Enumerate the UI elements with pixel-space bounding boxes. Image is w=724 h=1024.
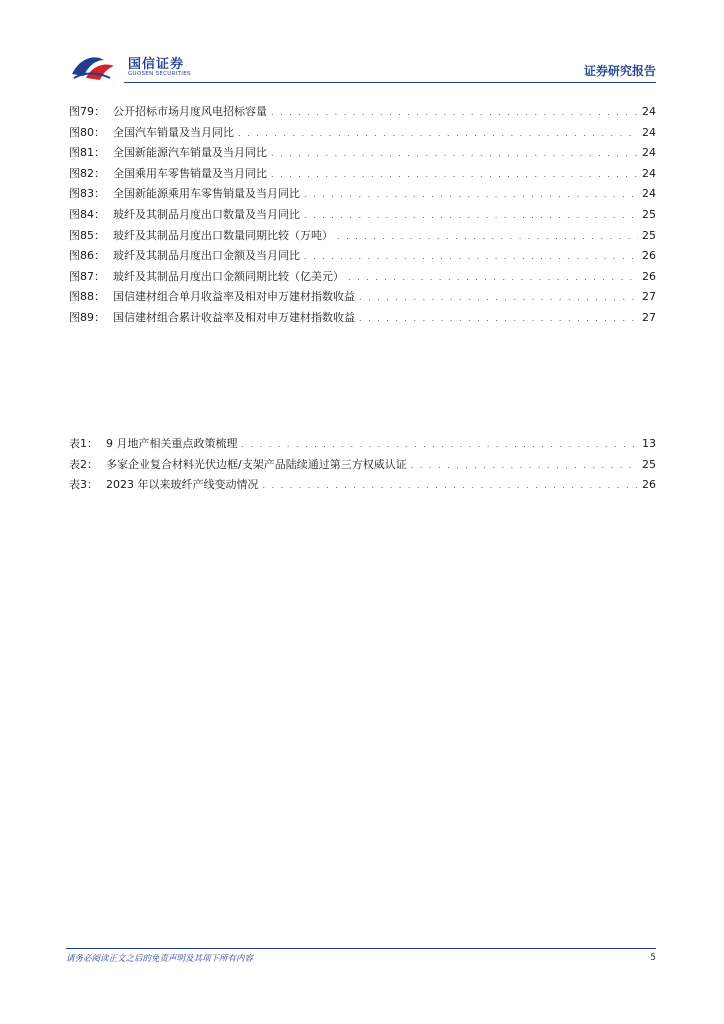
toc-entry-page: 25 <box>642 228 656 242</box>
toc-entry-page: 24 <box>642 125 656 139</box>
toc-entry-page: 24 <box>642 146 656 160</box>
toc-entry-title: 全国乘用车零售销量及当月同比 <box>113 166 267 180</box>
logo-chinese-text: 国信证券 <box>128 57 185 72</box>
toc-entry-title: 多家企业复合材料光伏边框/支架产品陆续通过第三方权威认证 <box>106 457 407 471</box>
footer-disclaimer: 请务必阅读正文之后的免责声明及其项下所有内容 <box>66 954 254 964</box>
toc-dot-leader <box>348 270 638 286</box>
toc-dot-leader <box>359 311 638 327</box>
toc-entry-number: 图83： <box>69 187 105 201</box>
toc-entry[interactable] <box>69 228 656 244</box>
toc-entry-page: 24 <box>642 166 656 180</box>
guosen-logo <box>70 50 230 86</box>
toc-entry[interactable] <box>69 310 656 326</box>
toc-entry-number: 表3： <box>69 478 98 492</box>
toc-dot-leader <box>263 478 639 494</box>
toc-entry-page: 13 <box>642 437 656 450</box>
page-number: 5 <box>650 953 656 963</box>
toc-entry-number: 表1： <box>69 437 98 450</box>
toc-dot-leader <box>271 167 638 183</box>
toc-entry-page: 25 <box>642 457 656 471</box>
toc-entry-number: 图87： <box>69 269 105 283</box>
toc-entry-title: 2023 年以来玻纤产线变动情况 <box>106 478 259 492</box>
toc-dot-leader <box>271 105 638 121</box>
toc-entry[interactable] <box>69 457 656 473</box>
toc-entry-number: 图80： <box>69 125 105 139</box>
toc-entry[interactable] <box>69 436 656 452</box>
toc-entry-title: 玻纤及其制品月度出口数量同期比较（万吨） <box>113 228 333 242</box>
toc-dot-leader <box>304 208 638 224</box>
toc-dot-leader <box>411 458 638 474</box>
page-header <box>0 0 724 90</box>
toc-dot-leader <box>304 249 638 265</box>
footer-divider <box>66 948 656 949</box>
toc-entry[interactable] <box>69 186 656 202</box>
toc-dot-leader <box>238 126 638 142</box>
toc-entry[interactable] <box>69 166 656 182</box>
toc-entry-page: 26 <box>642 269 656 283</box>
toc-entry-number: 图85： <box>69 228 105 242</box>
toc-entry-number: 图88： <box>69 290 105 304</box>
header-divider <box>124 82 656 83</box>
toc-entry-number: 图82： <box>69 166 105 180</box>
toc-entry-number: 图86： <box>69 249 105 263</box>
toc-entry-title: 玻纤及其制品月度出口金额及当月同比 <box>113 249 300 263</box>
toc-entry-page: 25 <box>642 208 656 221</box>
toc-dot-leader <box>242 437 639 453</box>
toc-entry-number: 图81： <box>69 146 105 160</box>
toc-entry[interactable] <box>69 477 656 493</box>
toc-entry-title: 玻纤及其制品月度出口金额同期比较（亿美元） <box>113 269 344 283</box>
toc-entry-number: 图89： <box>69 311 105 324</box>
toc-dot-leader <box>304 187 638 203</box>
toc-entry-number: 表2： <box>69 457 98 471</box>
toc-entry-title: 全国新能源乘用车零售销量及当月同比 <box>113 187 300 201</box>
toc-dot-leader <box>337 229 638 245</box>
logo-english-text: GUOSEN SECURITIES <box>128 71 191 77</box>
toc-entry-page: 26 <box>642 478 656 492</box>
toc-entry-number: 图84： <box>69 208 105 221</box>
toc-entry-page: 24 <box>642 105 656 118</box>
toc-entry[interactable] <box>69 125 656 141</box>
toc-entry-title: 国信建材组合单月收益率及相对申万建材指数收益 <box>113 290 355 304</box>
toc-entry-title: 玻纤及其制品月度出口数量及当月同比 <box>113 208 300 221</box>
report-type-label: 证券研究报告 <box>583 64 656 78</box>
toc-entry-page: 24 <box>642 187 656 201</box>
toc-entry-title: 全国新能源汽车销量及当月同比 <box>113 146 267 160</box>
toc-entry-page: 27 <box>642 311 656 324</box>
toc-entry-page: 26 <box>642 249 656 263</box>
toc-entry-title: 9 月地产相关重点政策梳理 <box>106 437 238 450</box>
toc-dot-leader <box>359 290 638 306</box>
toc-entry[interactable] <box>69 269 656 285</box>
toc-entry-title: 全国汽车销量及当月同比 <box>113 125 234 139</box>
guosen-logo-icon <box>70 52 122 82</box>
toc-entry[interactable] <box>69 145 656 161</box>
toc-entry[interactable] <box>69 104 656 120</box>
toc-entry[interactable] <box>69 289 656 305</box>
toc-entry-title: 国信建材组合累计收益率及相对申万建材指数收益 <box>113 311 355 324</box>
toc-entry[interactable] <box>69 248 656 264</box>
toc-entry[interactable] <box>69 207 656 223</box>
toc-entry-title: 公开招标市场月度风电招标容量 <box>113 105 267 118</box>
toc-entry-number: 图79： <box>69 105 105 118</box>
toc-dot-leader <box>271 146 638 162</box>
toc-entry-page: 27 <box>642 290 656 304</box>
